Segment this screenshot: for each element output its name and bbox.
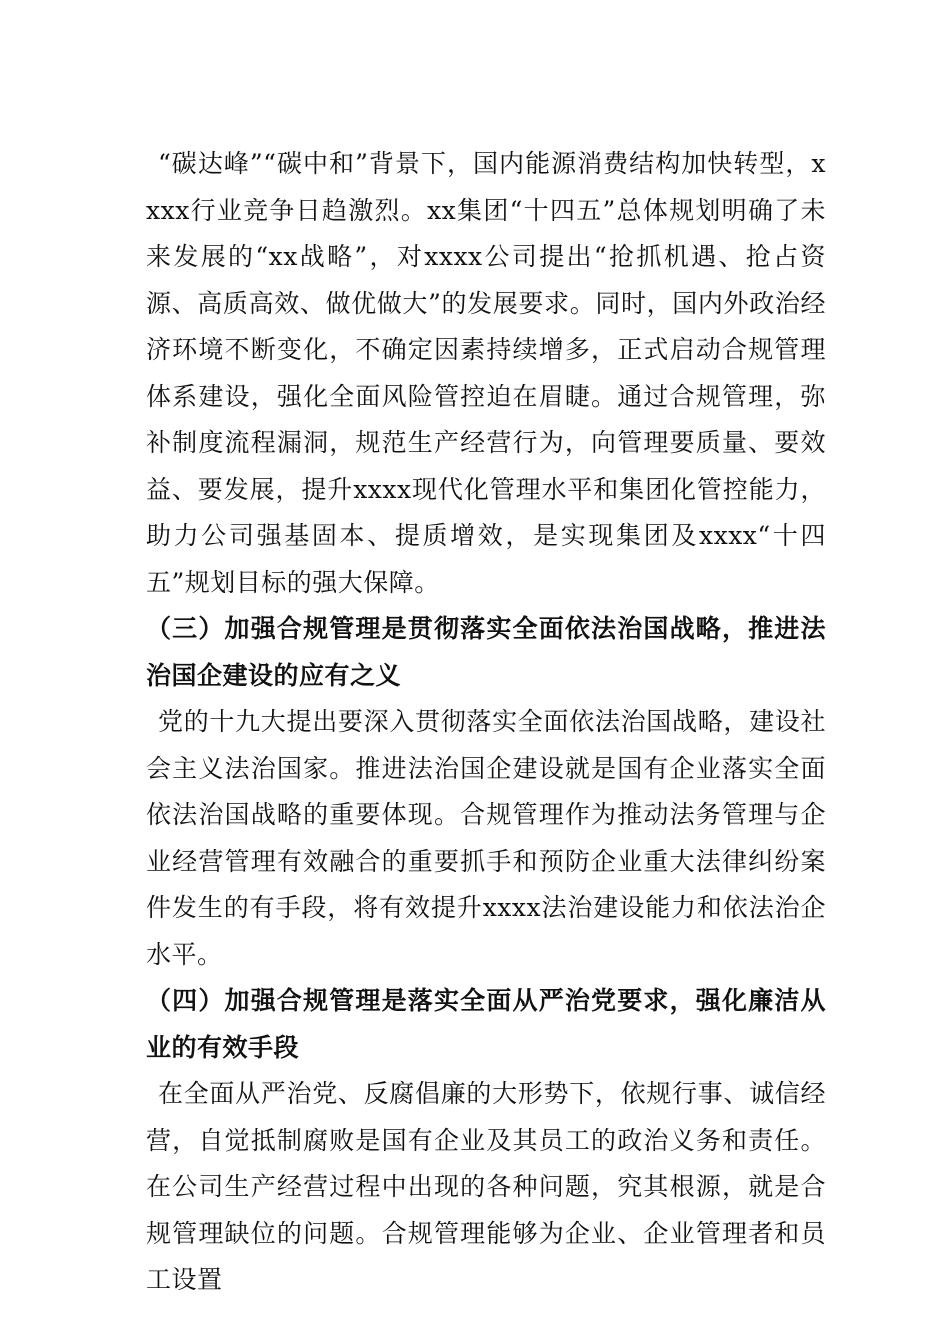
- section-heading-three: （三）加强合规管理是贯彻落实全面依法治国战略，推进法治国企建设的应有之义: [146, 614, 826, 690]
- section-heading-four: （四）加强合规管理是落实全面从严治党要求，强化廉洁从业的有效手段: [146, 986, 826, 1062]
- document-body: [146, 141, 826, 1304]
- paragraph-anti-corruption: 在全面从严治党、反腐倡廉的大形势下，依规行事、诚信经营，自觉抵制腐败是国有企业及其员工的政治义务和责任。在公司生产经营过程中出现的各种问题，究其根源，就是合规管理缺位的问题。合规管理能够为企业、企业管理者和员工设置: [146, 1079, 826, 1294]
- paragraph-carbon-background: “碳达峰”“碳中和”背景下，国内能源消费结构加快转型，xxxx行业竞争日趋激烈。xx集团“十四五”总体规划明确了未来发展的“xx战略”，对xxxx公司提出“抢抓机遇、抢占资源、高质高效、做优做大”的发展要求。同时，国内外政治经济环境不断变化，不确定因素持续增多，正式启动合规管理体系建设，强化全面风险管控迫在眉睫。通过合规管理，弥补制度流程漏洞，规范生产经营行为，向管理要质量、要效益、要发展，提升xxxx现代化管理水平和集团化管控能力，助力公司强基固本、提质增效，是实现集团及xxxx“十四五”规划目标的强大保障。: [146, 149, 826, 597]
- paragraph-rule-of-law: 党的十九大提出要深入贯彻落实全面依法治国战略，建设社会主义法治国家。推进法治国企建设就是国有企业落实全面依法治国战略的重要体现。合规管理作为推动法务管理与企业经营管理有效融合的重要抓手和预防企业重大法律纠纷案件发生的有手段，将有效提升xxxx法治建设能力和依法治企水平。: [146, 707, 826, 969]
